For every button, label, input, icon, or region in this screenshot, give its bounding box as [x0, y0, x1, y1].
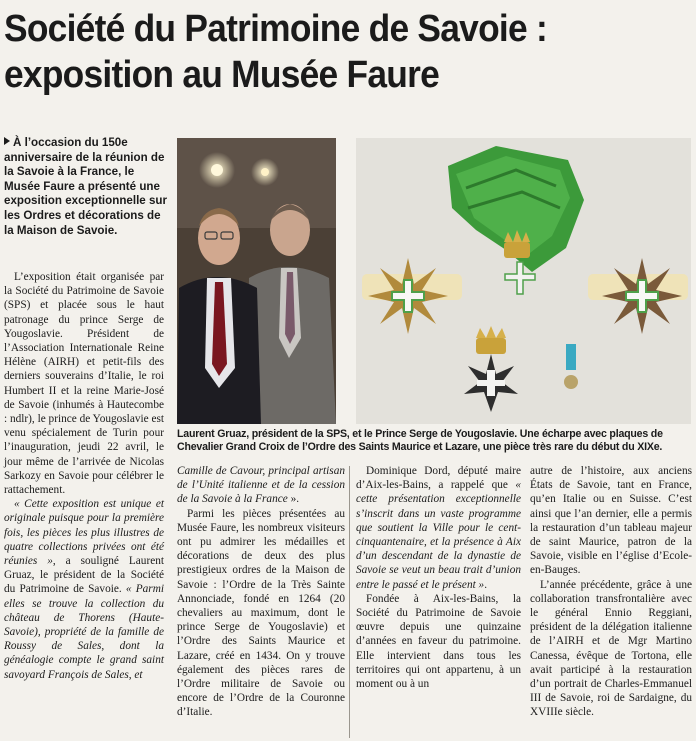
paragraph — [356, 464, 521, 592]
paragraph: autre de l’histoire, aux anciens États de Savoie, tant en France, qu’en Italie ou en Suisse. C’est ainsi que l’an dernier, elle a permis la restauration d’un tableau majeur de saint Maurice, patron de la Savoie, visible en l’église d’Ecole-en-Bauges. — [530, 465, 692, 577]
paragraph-text: Dominique Dord, député maire d’Aix-les-Bains, a rappelé que — [356, 465, 521, 492]
article-column-4 — [530, 464, 692, 720]
intro-text: À l’occasion du 150e anniversaire de la réunion de la Savoie à la France, le Musée Faure a présenté une exposition exceptionnelle sur les Ordres et décorations de la Maison de Savoie. — [4, 136, 167, 237]
quote: « Cette exposition est unique et originale puisque pour la première fois, les pièces les plus illustres de quatre collections privées ont été réunies » — [4, 498, 164, 568]
photo-men-illustration — [177, 138, 336, 424]
quote: « cette présentation exceptionnelle s’inscrit dans un vaste programme que soutient la Ville pour le cent-cinquantenaire, et la présence à Aix d’un descendant de la dynastie de Savoie se veut un beau trait d’union entre le passé et le présent » — [356, 479, 521, 591]
paragraph: Parmi les pièces présentées au Musée Faure, les nombreux visiteurs ont pu admirer les médailles et décorations de deux des plus prestigieux ordres de la Maison de Savoie : l’Ordre de la Très Sainte Annonciade, fondé en 1264 (20 chevaliers au maximum, dont le prince Serge de Yougoslavie) et l’Ordre des Saints Maurice et Lazare, créé en 1434. On y trouve également des pièces rares de l’Ordre militaire de Savoie ou encore de l’Ordre de la Couronne d’Italie. — [177, 507, 345, 719]
column-divider — [349, 466, 350, 738]
headline-line-1: Société du Patrimoine de Savoie : — [4, 8, 548, 50]
paragraph: L’exposition était organisée par la Société du Patrimoine de Savoie (SPS) et placée sous le haut patronage du prince Serge de Yougoslavie. Président de l’Association Internationale Reine Hélène (AIRH) et petit-fils des derniers souverains d’Italie, le roi Humbert II et la reine Marie-José de Savoie (inhumés à Hautecombe : ndlr), le prince de Yougoslavie est venu spécialement de Turin pour l’inauguration, jeudi 22 avril, le jour même de l’arrivée de Nicolas Sarkozy en Savoie pour célébrer le rattachement. — [4, 271, 165, 497]
photo-order-decorations — [356, 138, 691, 424]
paragraph-text: ». — [287, 493, 300, 506]
caption-left: Laurent Gruaz, président de la SPS, et le Prince Serge de Yougoslavie. — [177, 428, 518, 440]
article-column-1 — [4, 270, 164, 682]
headline — [4, 6, 646, 98]
headline-line-2: exposition au Musée Faure — [4, 54, 440, 96]
photo-caption — [177, 428, 693, 455]
paragraph: L’année précédente, grâce à une collaboration transfrontalière avec le général Ennio Reggiani, président de la délégation italienne de l’AIRH et de Mgr Martino Canessa, évêque de Tortona, elle avait participé à la restauration d’un portrait de Charles-Emmanuel III de Savoie, roi de Sardaigne, du XVIIIe siècle. — [530, 578, 692, 719]
article-column-2 — [177, 464, 345, 720]
photo-gruaz-and-prince — [177, 138, 336, 424]
paragraph-text: . — [484, 578, 488, 591]
intro-lede — [4, 136, 168, 238]
decorations-illustration — [356, 138, 691, 424]
caption-right: Une écharpe avec plaques de Chevalier Grand Croix de l’Ordre des Saints Maurice et Lazare, une pièce très rare du début du XIXe. — [177, 428, 663, 454]
paragraph: Fondée à Aix-les-Bains, la Société du Patrimoine de Savoie œuvre depuis une quinzaine d’années en faveur du patrimoine. Elle intervient dans tous les territoires qui ont appartenu, à un moment ou à un — [356, 592, 521, 691]
quote: Camille de Cavour, principal artisan de l’Unité italienne et de la cession de la Savoie à la France — [177, 465, 345, 506]
paragraph-text: , a souligné Laurent Gruaz, le président de la Société du Patrimoine de Savoie. — [4, 555, 165, 596]
paragraph — [177, 464, 345, 507]
paragraph — [4, 497, 164, 682]
quote: « Parmi elles se trouve la collection du château de Thorens (Haute-Savoie), propriété de la famille de Roussy de Sales, dont la généalogie compte le grand saint savoyard François de Sales, et — [4, 583, 164, 681]
article-column-3 — [356, 464, 521, 691]
